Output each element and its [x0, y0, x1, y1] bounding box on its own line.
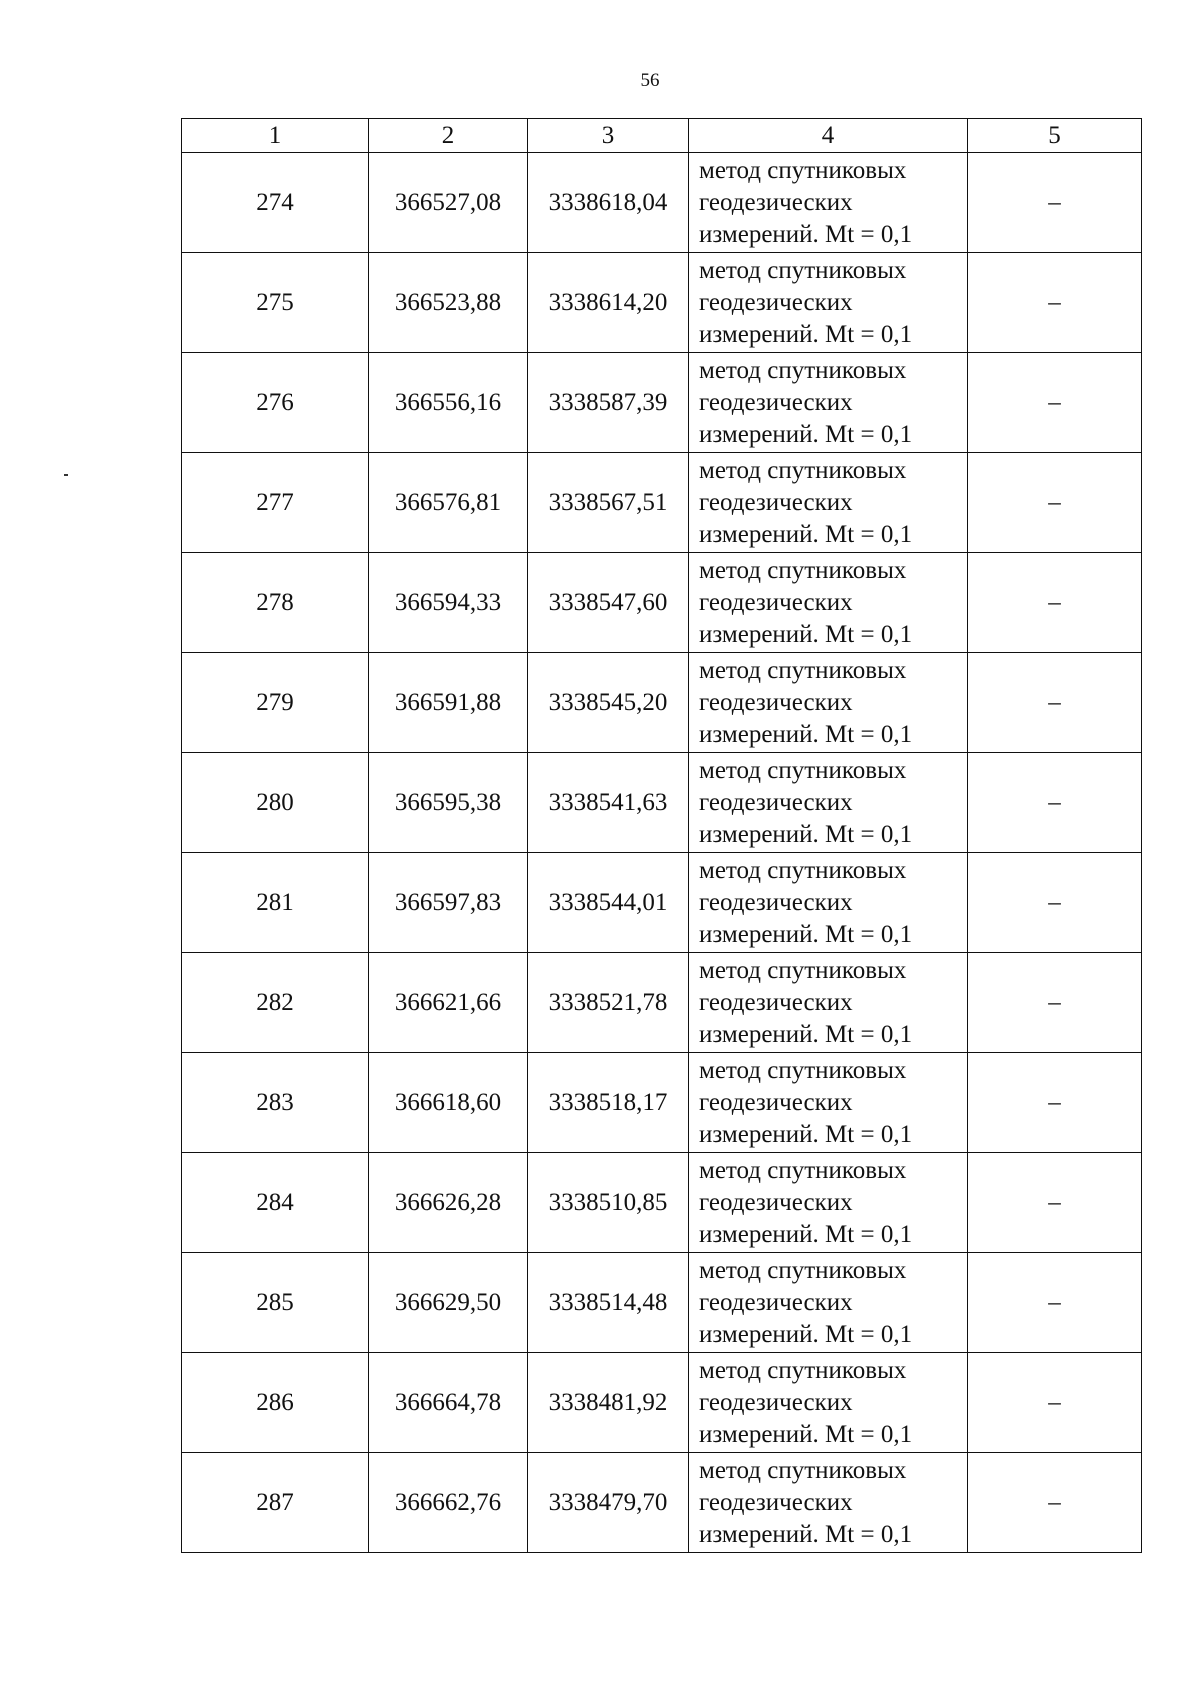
method-line: измерений. Mt = 0,1 — [699, 220, 913, 248]
method-cell — [689, 353, 968, 453]
y-coordinate-cell: 3338618,04 — [528, 153, 689, 253]
method-line: метод спутниковых — [699, 256, 907, 284]
note-cell: – — [968, 853, 1142, 953]
method-line: геодезических — [699, 488, 853, 516]
table-row — [182, 1253, 1142, 1353]
method-cell — [689, 1053, 968, 1153]
method-line: измерений. Mt = 0,1 — [699, 720, 913, 748]
method-cell — [689, 953, 968, 1053]
y-coordinate-cell: 3338514,48 — [528, 1253, 689, 1353]
y-coordinate-cell: 3338547,60 — [528, 553, 689, 653]
table-row — [182, 953, 1142, 1053]
method-line: измерений. Mt = 0,1 — [699, 1020, 913, 1048]
note-cell: – — [968, 153, 1142, 253]
y-coordinate-cell: 3338521,78 — [528, 953, 689, 1053]
note-cell: – — [968, 1153, 1142, 1253]
method-line: метод спутниковых — [699, 856, 907, 884]
point-number-cell: 274 — [182, 153, 369, 253]
method-line: метод спутниковых — [699, 1256, 907, 1284]
table-row — [182, 1153, 1142, 1253]
method-line: метод спутниковых — [699, 356, 907, 384]
note-cell: – — [968, 1253, 1142, 1353]
y-coordinate-cell: 3338479,70 — [528, 1453, 689, 1553]
method-line: измерений. Mt = 0,1 — [699, 820, 913, 848]
y-coordinate-cell: 3338541,63 — [528, 753, 689, 853]
table-row — [182, 453, 1142, 553]
method-cell — [689, 253, 968, 353]
method-line: измерений. Mt = 0,1 — [699, 520, 913, 548]
method-line: измерений. Mt = 0,1 — [699, 1520, 913, 1548]
x-coordinate-cell: 366664,78 — [369, 1353, 528, 1453]
method-line: геодезических — [699, 1088, 853, 1116]
note-cell: – — [968, 1353, 1142, 1453]
method-cell — [689, 1253, 968, 1353]
point-number-cell: 285 — [182, 1253, 369, 1353]
x-coordinate-cell: 366594,33 — [369, 553, 528, 653]
method-cell — [689, 653, 968, 753]
x-coordinate-cell: 366576,81 — [369, 453, 528, 553]
method-line: геодезических — [699, 1488, 853, 1516]
method-line: геодезических — [699, 888, 853, 916]
x-coordinate-cell: 366591,88 — [369, 653, 528, 753]
method-line: метод спутниковых — [699, 1056, 907, 1084]
point-number-cell: 276 — [182, 353, 369, 453]
table-row — [182, 553, 1142, 653]
method-line: геодезических — [699, 688, 853, 716]
method-line: измерений. Mt = 0,1 — [699, 920, 913, 948]
x-coordinate-cell: 366595,38 — [369, 753, 528, 853]
method-line: метод спутниковых — [699, 156, 907, 184]
method-line: измерений. Mt = 0,1 — [699, 320, 913, 348]
method-line: метод спутниковых — [699, 956, 907, 984]
note-cell: – — [968, 1053, 1142, 1153]
point-number-cell: 275 — [182, 253, 369, 353]
table-header — [182, 119, 1142, 153]
method-cell — [689, 1153, 968, 1253]
note-cell: – — [968, 653, 1142, 753]
note-cell: – — [968, 953, 1142, 1053]
x-coordinate-cell: 366626,28 — [369, 1153, 528, 1253]
table-row — [182, 1353, 1142, 1453]
column-header-1: 1 — [182, 119, 369, 153]
method-line: измерений. Mt = 0,1 — [699, 1420, 913, 1448]
note-cell: – — [968, 1453, 1142, 1553]
table-row — [182, 653, 1142, 753]
coordinates-table — [181, 118, 1142, 1553]
method-line: геодезических — [699, 1188, 853, 1216]
note-cell: – — [968, 753, 1142, 853]
note-cell: – — [968, 453, 1142, 553]
x-coordinate-cell: 366621,66 — [369, 953, 528, 1053]
method-cell — [689, 453, 968, 553]
method-line: измерений. Mt = 0,1 — [699, 1320, 913, 1348]
column-header-4: 4 — [689, 119, 968, 153]
table-body — [182, 153, 1142, 1553]
y-coordinate-cell: 3338567,51 — [528, 453, 689, 553]
point-number-cell: 280 — [182, 753, 369, 853]
method-line: метод спутниковых — [699, 556, 907, 584]
method-line: геодезических — [699, 1388, 853, 1416]
method-line: метод спутниковых — [699, 1456, 907, 1484]
column-header-5: 5 — [968, 119, 1142, 153]
x-coordinate-cell: 366629,50 — [369, 1253, 528, 1353]
y-coordinate-cell: 3338544,01 — [528, 853, 689, 953]
method-cell — [689, 153, 968, 253]
method-line: геодезических — [699, 1288, 853, 1316]
x-coordinate-cell: 366662,76 — [369, 1453, 528, 1553]
note-cell: – — [968, 253, 1142, 353]
method-line: геодезических — [699, 388, 853, 416]
scan-speck — [64, 474, 68, 476]
table-row — [182, 1053, 1142, 1153]
note-cell: – — [968, 553, 1142, 653]
point-number-cell: 277 — [182, 453, 369, 553]
method-line: метод спутниковых — [699, 1356, 907, 1384]
table-row — [182, 753, 1142, 853]
column-header-2: 2 — [369, 119, 528, 153]
x-coordinate-cell: 366618,60 — [369, 1053, 528, 1153]
y-coordinate-cell: 3338518,17 — [528, 1053, 689, 1153]
x-coordinate-cell: 366523,88 — [369, 253, 528, 353]
method-line: геодезических — [699, 788, 853, 816]
note-cell: – — [968, 353, 1142, 453]
method-line: метод спутниковых — [699, 456, 907, 484]
method-line: геодезических — [699, 588, 853, 616]
method-cell — [689, 753, 968, 853]
table-header-row — [182, 119, 1142, 153]
point-number-cell: 281 — [182, 853, 369, 953]
point-number-cell: 287 — [182, 1453, 369, 1553]
point-number-cell: 284 — [182, 1153, 369, 1253]
point-number-cell: 283 — [182, 1053, 369, 1153]
x-coordinate-cell: 366597,83 — [369, 853, 528, 953]
method-line: измерений. Mt = 0,1 — [699, 420, 913, 448]
method-cell — [689, 1453, 968, 1553]
table-row — [182, 853, 1142, 953]
method-line: измерений. Mt = 0,1 — [699, 1220, 913, 1248]
column-header-3: 3 — [528, 119, 689, 153]
method-cell — [689, 553, 968, 653]
method-line: геодезических — [699, 988, 853, 1016]
y-coordinate-cell: 3338587,39 — [528, 353, 689, 453]
method-line: метод спутниковых — [699, 756, 907, 784]
table-row — [182, 353, 1142, 453]
method-line: геодезических — [699, 188, 853, 216]
y-coordinate-cell: 3338614,20 — [528, 253, 689, 353]
point-number-cell: 286 — [182, 1353, 369, 1453]
y-coordinate-cell: 3338481,92 — [528, 1353, 689, 1453]
y-coordinate-cell: 3338510,85 — [528, 1153, 689, 1253]
method-line: измерений. Mt = 0,1 — [699, 1120, 913, 1148]
method-line: измерений. Mt = 0,1 — [699, 620, 913, 648]
page-number: 56 — [640, 70, 660, 91]
point-number-cell: 279 — [182, 653, 369, 753]
table-row — [182, 253, 1142, 353]
coordinates-table-wrapper — [181, 118, 1141, 1553]
point-number-cell: 282 — [182, 953, 369, 1053]
point-number-cell: 278 — [182, 553, 369, 653]
x-coordinate-cell: 366527,08 — [369, 153, 528, 253]
table-row — [182, 153, 1142, 253]
x-coordinate-cell: 366556,16 — [369, 353, 528, 453]
method-cell — [689, 1353, 968, 1453]
method-cell — [689, 853, 968, 953]
method-line: метод спутниковых — [699, 1156, 907, 1184]
method-line: метод спутниковых — [699, 656, 907, 684]
y-coordinate-cell: 3338545,20 — [528, 653, 689, 753]
table-row — [182, 1453, 1142, 1553]
method-line: геодезических — [699, 288, 853, 316]
